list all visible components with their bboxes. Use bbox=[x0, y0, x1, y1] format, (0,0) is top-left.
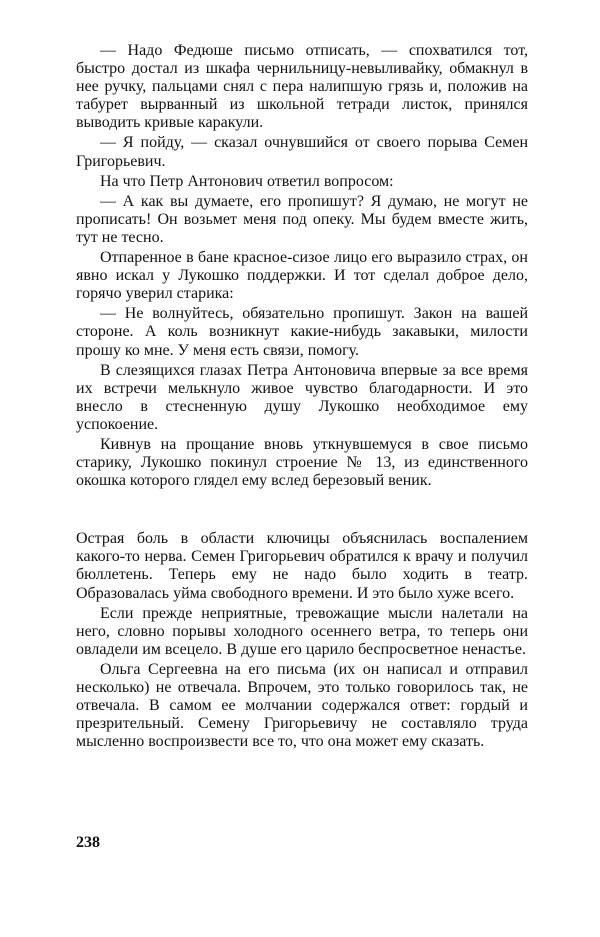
paragraph: — Надо Федюше письмо отписать, — спохватился тот, быстро достал из шкафа чернильницу-невыливайку, обмакнул в нее ручку, пальцами снял с пера налипшую грязь и, положив на табурет вырванный из школьной тетради листок, принялся выводить кривые каракули. bbox=[76, 42, 528, 132]
paragraph: Отпаренное в бане красное-сизое лицо его выразило страх, он явно искал у Лукошко поддержки. И тот сделал доброе дело, горячо уверил старика: bbox=[76, 249, 528, 303]
text-section-top bbox=[76, 42, 528, 490]
paragraph: Острая боль в области ключицы объяснилась воспалением какого-то нерва. Семен Григорьевич обратился к врачу и получил бюллетень. Теперь ему не надо было ходить в театр. Образовалась уйма свободного времени. И это было хуже всего. bbox=[76, 530, 528, 602]
paragraph: Если прежде неприятные, тревожащие мысли налетали на него, словно порывы холодного осеннего ветра, то теперь они овладели им всецело. В душе его царило беспросветное ненастье. bbox=[76, 604, 528, 658]
page-number: 238 bbox=[76, 834, 100, 851]
text-section-bottom bbox=[76, 530, 528, 751]
paragraph: — Не волнуйтесь, обязательно пропишут. Закон на вашей стороне. А коль возникнут какие-нибудь закавыки, милости прошу ко мне. У меня есть связи, помогу. bbox=[76, 305, 528, 359]
paragraph: В слезящихся глазах Петра Антоновича впервые за все время их встречи мелькнуло живое чувство благодарности. И это внесло в стесненную душу Лукошко необходимое ему успокоение. bbox=[76, 361, 528, 433]
paragraph: На что Петр Антонович ответил вопросом: bbox=[100, 172, 394, 190]
paragraph: — А как вы думаете, его пропишут? Я думаю, не могут не прописать! Он возьмет меня под опеку. Мы будем вместе жить, тут не тесно. bbox=[76, 192, 528, 246]
paragraph: Кивнув на прощание вновь уткнувшемуся в свое письмо старику, Лукошко покинул строение № 13, из единственного окошка которого глядел ему вслед березовый веник. bbox=[76, 435, 528, 490]
book-page bbox=[76, 42, 528, 753]
section-break bbox=[76, 492, 528, 530]
paragraph: — Я пойду, — сказал очнувшийся от своего порыва Семен Григорьевич. bbox=[76, 134, 528, 170]
paragraph: Ольга Сергеевна на его письма (их он написал и отправил несколько) не отвечала. Впрочем, это только говорилось так, не отвечала. В самом ее молчании содержался ответ: гордый и презрительный. Семену Григорьевичу не составляло труда мысленно воспроизвести все то, что она может ему сказать. bbox=[76, 660, 528, 751]
